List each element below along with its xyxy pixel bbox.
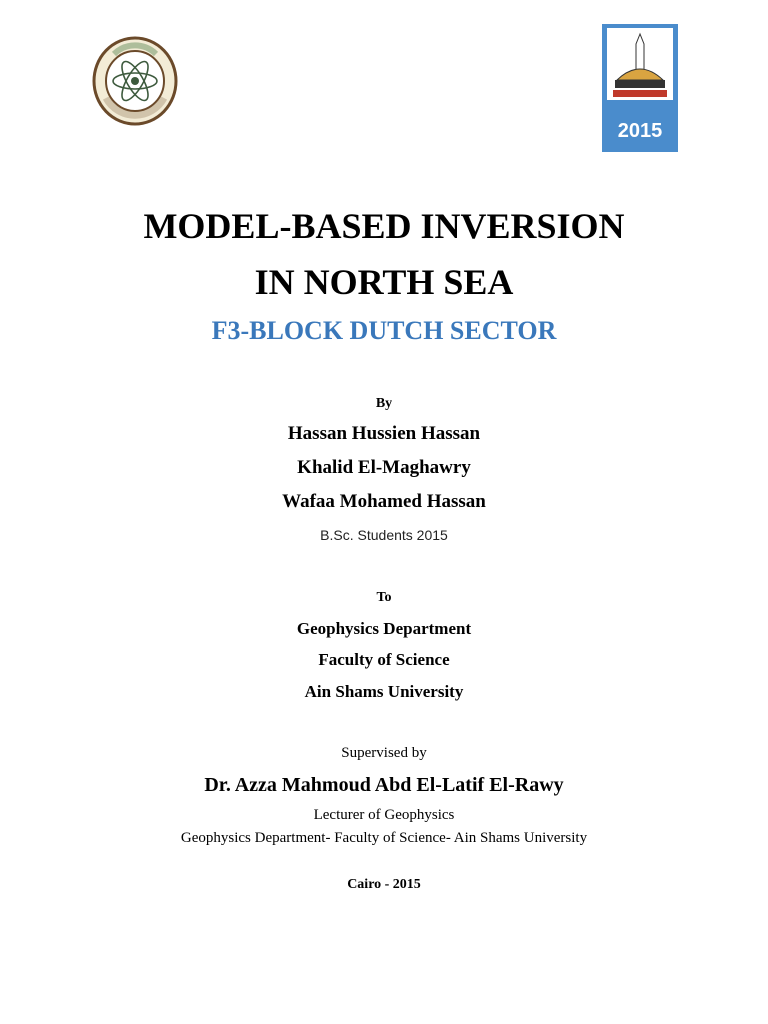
faculty-of-science-logo: [92, 36, 178, 126]
atom-seal-icon: [92, 36, 178, 126]
recipient-department: Geophysics Department: [296, 619, 472, 638]
title-line-1: MODEL-BASED INVERSION: [143, 206, 625, 246]
author-1: Hassan Hussien Hassan: [287, 423, 481, 444]
author-3: Wafaa Mohamed Hassan: [282, 491, 486, 512]
subtitle: F3-BLOCK DUTCH SECTOR: [211, 316, 557, 345]
students-note: B.Sc. Students 2015: [320, 527, 448, 543]
ain-shams-university-logo: [602, 24, 678, 152]
university-emblem-icon: [605, 28, 675, 108]
supervisor-position: Lecturer of Geophysics: [313, 807, 455, 823]
author-2: Khalid El-Maghawry: [297, 457, 471, 478]
recipient-university: Ain Shams University: [304, 682, 464, 701]
by-label: By: [375, 396, 393, 411]
supervisor-affiliation: Geophysics Department- Faculty of Science- Ain Shams University: [180, 830, 588, 846]
recipient-faculty: Faculty of Science: [318, 650, 450, 669]
logo-year: 2015: [617, 120, 663, 142]
supervisor-name: Dr. Azza Mahmoud Abd El-Latif El-Rawy: [204, 774, 564, 796]
to-label: To: [376, 590, 392, 605]
supervised-by-label: Supervised by: [341, 745, 427, 761]
title-line-2: IN NORTH SEA: [254, 262, 514, 302]
place-date: Cairo - 2015: [347, 877, 421, 892]
